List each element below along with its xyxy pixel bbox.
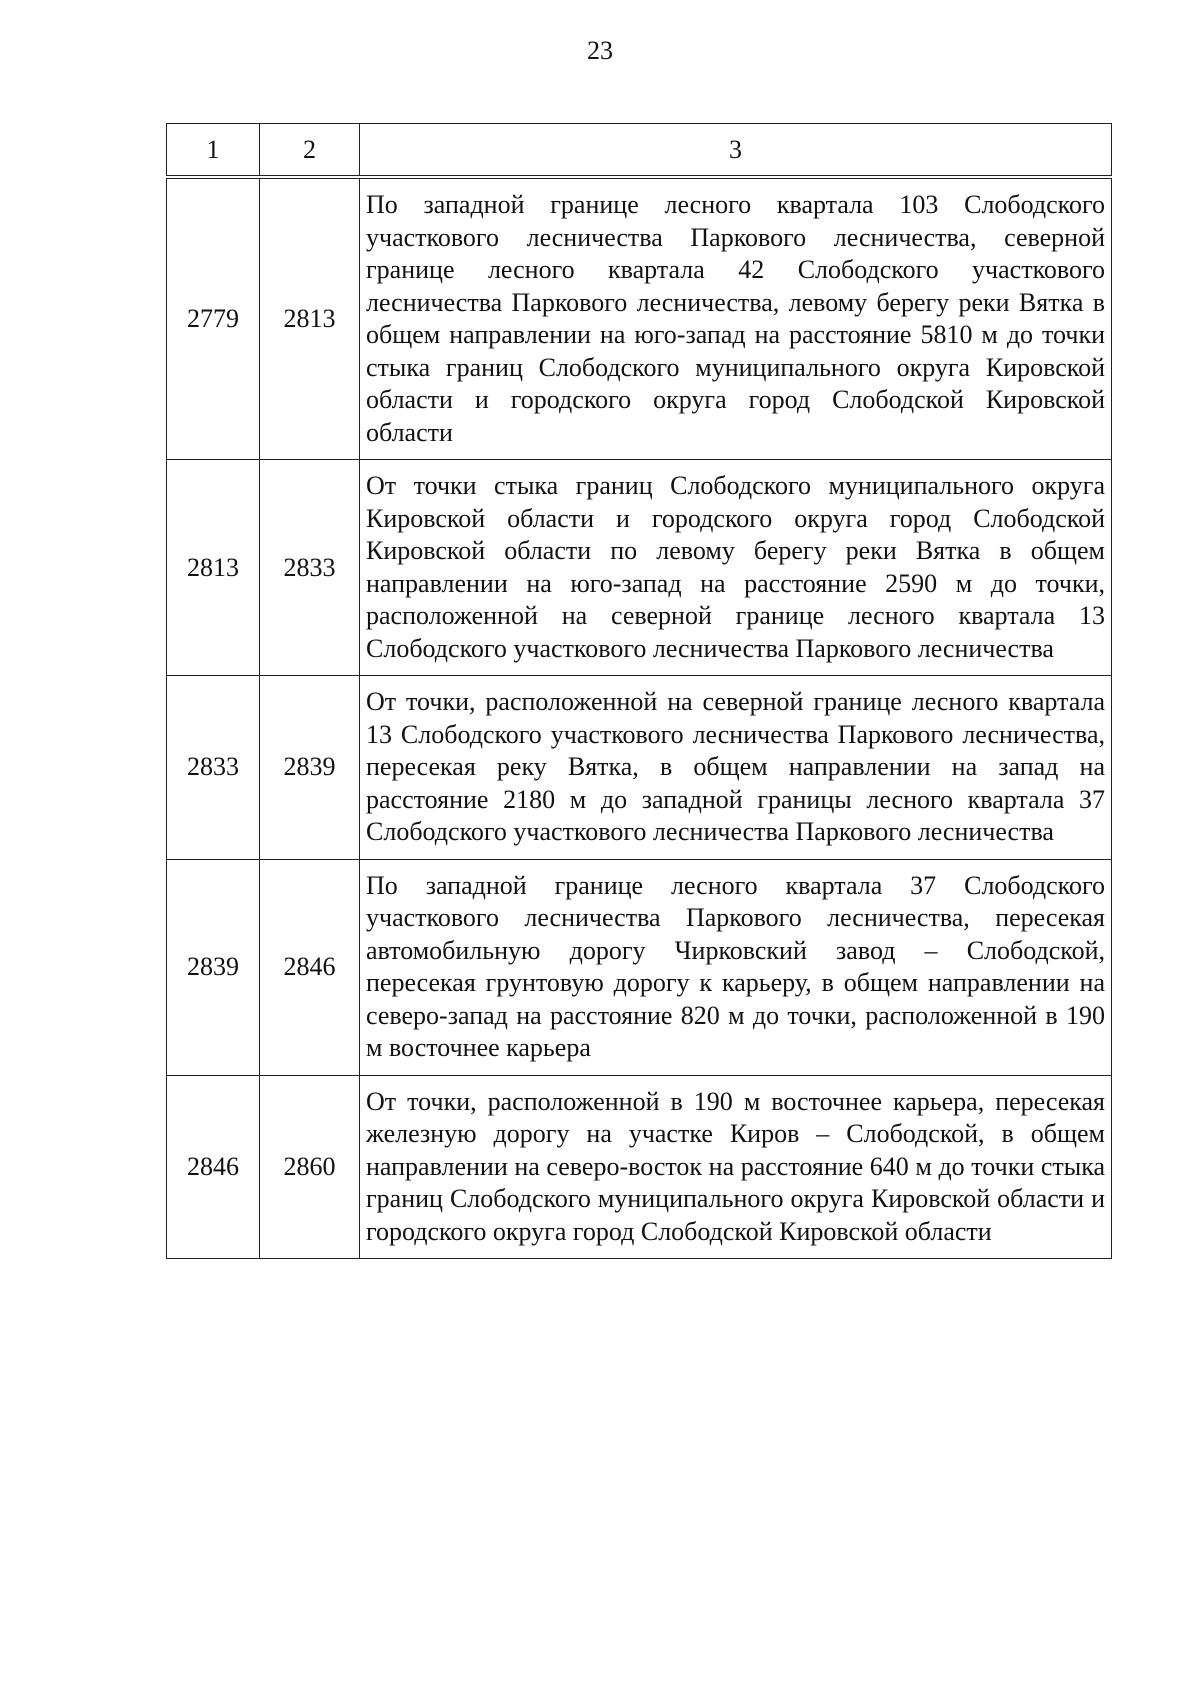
end-point-cell: 2846 (260, 859, 360, 1075)
end-point-cell: 2839 (260, 676, 360, 860)
start-point-cell: 2839 (167, 859, 260, 1075)
start-point-cell: 2846 (167, 1075, 260, 1259)
boundary-description-cell (360, 177, 1112, 460)
boundary-description-text: От точки, расположенной в 190 м восточнее карьера, пересекая железную дорогу на участке Киров – Слободской, в общем направлении на северо-восток на расстояние 640 м до точки стыка границ Слободского муниципального округа Кировской области и городского округа город Слободской Кировской области (366, 1086, 1105, 1246)
boundary-description-text: По западной границе лесного квартала 37 Слободского участкового лесничества Паркового лесничества, пересекая автомобильную дорогу Чирковский завод – Слободской, пересекая грунтовую дорогу к карьеру, в общем направлении на северо-запад на расстояние 820 м до точки, расположенной в 190 м восточнее карьера (366, 870, 1105, 1062)
boundary-description-cell (360, 460, 1112, 676)
boundary-description-text: По западной границе лесного квартала 103 Слободского участкового лесничества Паркового лесничества, северной границе лесного квартала 42 Слободского участкового лесничества Паркового лесничества, левому берегу реки Вятка в общем направлении на юго-запад на расстояние 5810 м до точки стыка границ Слободского муниципального округа Кировской области и городского округа город Слободской Кировской области (366, 190, 1105, 447)
boundary-description-text: От точки стыка границ Слободского муниципального округа Кировской области и городского округа город Слободской Кировской области по левому берегу реки Вятка в общем направлении на юго-запад на расстояние 2590 м до точки, расположенной на северной границе лесного квартала 13 Слободского участкового лесничества Паркового лесничества (366, 471, 1105, 663)
column-header-1: 1 (167, 124, 260, 178)
start-point-cell: 2779 (167, 177, 260, 460)
end-point-cell: 2860 (260, 1075, 360, 1259)
table-header-row (167, 124, 1112, 178)
boundary-description-text: От точки, расположенной на северной границе лесного квартала 13 Слободского участкового лесничества Паркового лесничества, пересекая реку Вятка, в общем направлении на запад на расстояние 2180 м до западной границы лесного квартала 37 Слободского участкового лесничества Паркового лесничества (366, 687, 1105, 846)
table-row (167, 859, 1112, 1075)
page-number: 23 (587, 36, 613, 65)
start-point-cell: 2833 (167, 676, 260, 860)
boundary-description-cell (360, 676, 1112, 860)
end-point-cell: 2833 (260, 460, 360, 676)
end-point-cell: 2813 (260, 177, 360, 460)
table-row (167, 676, 1112, 860)
table-row (167, 1075, 1112, 1259)
table-row (167, 177, 1112, 460)
column-header-2: 2 (260, 124, 360, 178)
boundary-description-table (166, 123, 1112, 1259)
boundary-description-cell (360, 859, 1112, 1075)
column-header-3: 3 (360, 124, 1112, 178)
table-row (167, 460, 1112, 676)
start-point-cell: 2813 (167, 460, 260, 676)
boundary-description-cell (360, 1075, 1112, 1259)
